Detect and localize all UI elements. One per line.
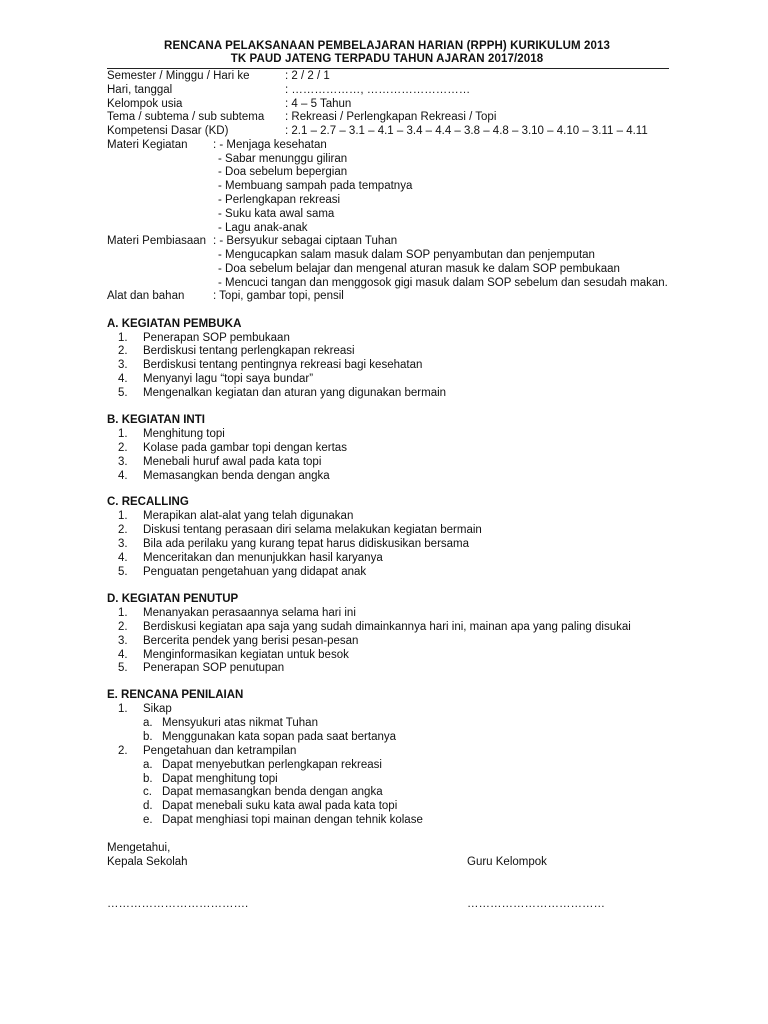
info-value-semester: : 2 / 2 / 1 bbox=[285, 70, 330, 82]
materi-kegiatan-label: Materi Kegiatan bbox=[107, 139, 188, 151]
alat-bahan-label: Alat dan bahan bbox=[107, 290, 185, 302]
materi-kegiatan-item: - Doa sebelum bepergian bbox=[218, 166, 348, 178]
list-item: Menyanyi lagu “topi saya bundar” bbox=[143, 373, 314, 385]
sub-list-item: Dapat memasangkan benda dengan angka bbox=[162, 786, 383, 798]
list-number: 4. bbox=[118, 373, 128, 385]
section-heading-penilaian: E. RENCANA PENILAIAN bbox=[107, 689, 244, 701]
list-number: 1. bbox=[118, 510, 128, 522]
list-item: Mengenalkan kegiatan dan aturan yang digunakan bermain bbox=[143, 387, 447, 399]
list-item: Penerapan SOP penutupan bbox=[143, 662, 285, 674]
list-number: 3. bbox=[118, 359, 128, 371]
list-number: 4. bbox=[118, 649, 128, 661]
list-item: Berdiskusi kegiatan apa saja yang sudah dimainkannya hari ini, mainan apa yang paling disukai bbox=[143, 621, 631, 633]
sub-list-item: Dapat menghitung topi bbox=[162, 773, 278, 785]
section-heading-penutup: D. KEGIATAN PENUTUP bbox=[107, 593, 239, 605]
list-number: 2. bbox=[118, 442, 128, 454]
sub-list-item: Menggunakan kata sopan pada saat bertanya bbox=[162, 731, 397, 743]
document-title-line-1: RENCANA PELAKSANAAN PEMBELAJARAN HARIAN (RPPH) KURIKULUM 2013 bbox=[164, 40, 610, 52]
section-heading-recalling: C. RECALLING bbox=[107, 496, 189, 508]
guru-kelompok-label: Guru Kelompok bbox=[467, 856, 547, 868]
sub-list-letter: b. bbox=[143, 731, 153, 743]
sub-list-item: Dapat menyebutkan perlengkapan rekreasi bbox=[162, 759, 382, 771]
list-number: 3. bbox=[118, 635, 128, 647]
list-number: 5. bbox=[118, 387, 128, 399]
list-item: Menghitung topi bbox=[143, 428, 225, 440]
alat-bahan-value: : Topi, gambar topi, pensil bbox=[213, 290, 344, 302]
materi-kegiatan-item: - Membuang sampah pada tempatnya bbox=[218, 180, 413, 192]
materi-pembiasaan-item: : - Bersyukur sebagai ciptaan Tuhan bbox=[213, 235, 398, 247]
materi-kegiatan-item: : - Menjaga kesehatan bbox=[213, 139, 327, 151]
list-item: Penguatan pengetahuan yang didapat anak bbox=[143, 566, 367, 578]
sub-list-letter: d. bbox=[143, 800, 153, 812]
materi-pembiasaan-label: Materi Pembiasaan bbox=[107, 235, 207, 247]
materi-kegiatan-item: - Perlengkapan rekreasi bbox=[218, 194, 341, 206]
list-item: Bercerita pendek yang berisi pesan-pesan bbox=[143, 635, 359, 647]
title-divider bbox=[107, 68, 669, 69]
list-number: 1. bbox=[118, 428, 128, 440]
list-item: Berdiskusi tentang pentingnya rekreasi bagi kesehatan bbox=[143, 359, 423, 371]
list-number: 5. bbox=[118, 662, 128, 674]
sub-list-item: Mensyukuri atas nikmat Tuhan bbox=[162, 717, 318, 729]
sub-list-letter: a. bbox=[143, 717, 153, 729]
info-label-semester: Semester / Minggu / Hari ke bbox=[107, 70, 250, 82]
list-item: Menanyakan perasaannya selama hari ini bbox=[143, 607, 356, 619]
list-item: Bila ada perilaku yang kurang tepat harus didiskusikan bersama bbox=[143, 538, 470, 550]
materi-kegiatan-item: - Lagu anak-anak bbox=[218, 222, 308, 234]
mengetahui-label: Mengetahui, bbox=[107, 842, 171, 854]
signature-line-guru: ……………………………… bbox=[467, 898, 605, 910]
list-number: 2. bbox=[118, 524, 128, 536]
list-number: 4. bbox=[118, 552, 128, 564]
list-number: 5. bbox=[118, 566, 128, 578]
materi-kegiatan-item: - Sabar menunggu giliran bbox=[218, 153, 348, 165]
list-item: Memasangkan benda dengan angka bbox=[143, 470, 330, 482]
list-number: 3. bbox=[118, 538, 128, 550]
section-heading-inti: B. KEGIATAN INTI bbox=[107, 414, 205, 426]
kepala-sekolah-label: Kepala Sekolah bbox=[107, 856, 188, 868]
sub-list-letter: e. bbox=[143, 814, 153, 826]
list-item: Sikap bbox=[143, 703, 172, 715]
sub-list-item: Dapat menebali suku kata awal pada kata topi bbox=[162, 800, 398, 812]
info-label-kompetensi-dasar: Kompetensi Dasar (KD) bbox=[107, 125, 229, 137]
list-item: Berdiskusi tentang perlengkapan rekreasi bbox=[143, 345, 355, 357]
list-item: Merapikan alat-alat yang telah digunakan bbox=[143, 510, 354, 522]
sub-list-letter: c. bbox=[143, 786, 152, 798]
list-item: Diskusi tentang perasaan diri selama melakukan kegiatan bermain bbox=[143, 524, 482, 536]
list-number: 2. bbox=[118, 621, 128, 633]
list-item: Menginformasikan kegiatan untuk besok bbox=[143, 649, 349, 661]
list-number: 1. bbox=[118, 607, 128, 619]
list-number: 1. bbox=[118, 332, 128, 344]
info-value-kelompok-usia: : 4 – 5 Tahun bbox=[285, 98, 352, 110]
list-item: Kolase pada gambar topi dengan kertas bbox=[143, 442, 347, 454]
materi-pembiasaan-item: - Doa sebelum belajar dan mengenal aturan masuk ke dalam SOP pembukaan bbox=[218, 263, 620, 275]
document-title-line-2: TK PAUD JATENG TERPADU TAHUN AJARAN 2017/2018 bbox=[230, 53, 544, 65]
info-value-kompetensi-dasar: : 2.1 – 2.7 – 3.1 – 4.1 – 3.4 – 4.4 – 3.8 – 4.8 – 3.10 – 4.10 – 3.11 – 4.11 bbox=[285, 125, 648, 137]
list-number: 2. bbox=[118, 745, 128, 757]
list-item: Menceritakan dan menunjukkan hasil karyanya bbox=[143, 552, 383, 564]
list-number: 1. bbox=[118, 703, 128, 715]
section-heading-pembuka: A. KEGIATAN PEMBUKA bbox=[107, 318, 242, 330]
list-number: 2. bbox=[118, 345, 128, 357]
sub-list-letter: b. bbox=[143, 773, 153, 785]
list-item: Penerapan SOP pembukaan bbox=[143, 332, 290, 344]
signature-line-kepala: ………………………………. bbox=[107, 898, 249, 910]
list-item: Menebali huruf awal pada kata topi bbox=[143, 456, 322, 468]
info-label-tema: Tema / subtema / sub subtema bbox=[107, 111, 265, 123]
info-label-hari-tanggal: Hari, tanggal bbox=[107, 84, 173, 96]
info-label-kelompok-usia: Kelompok usia bbox=[107, 98, 183, 110]
info-value-tema: : Rekreasi / Perlengkapan Rekreasi / Topi bbox=[285, 111, 497, 123]
sub-list-letter: a. bbox=[143, 759, 153, 771]
list-item: Pengetahuan dan ketrampilan bbox=[143, 745, 297, 757]
list-number: 4. bbox=[118, 470, 128, 482]
sub-list-item: Dapat menghiasi topi mainan dengan tehnik kolase bbox=[162, 814, 423, 826]
info-value-hari-tanggal: : ………………, ……………………… bbox=[285, 84, 471, 96]
materi-pembiasaan-item: - Mengucapkan salam masuk dalam SOP penyambutan dan penjemputan bbox=[218, 249, 595, 261]
materi-pembiasaan-item: - Mencuci tangan dan menggosok gigi masuk dalam SOP sebelum dan sesudah makan. bbox=[218, 277, 668, 289]
list-number: 3. bbox=[118, 456, 128, 468]
materi-kegiatan-item: - Suku kata awal sama bbox=[218, 208, 335, 220]
